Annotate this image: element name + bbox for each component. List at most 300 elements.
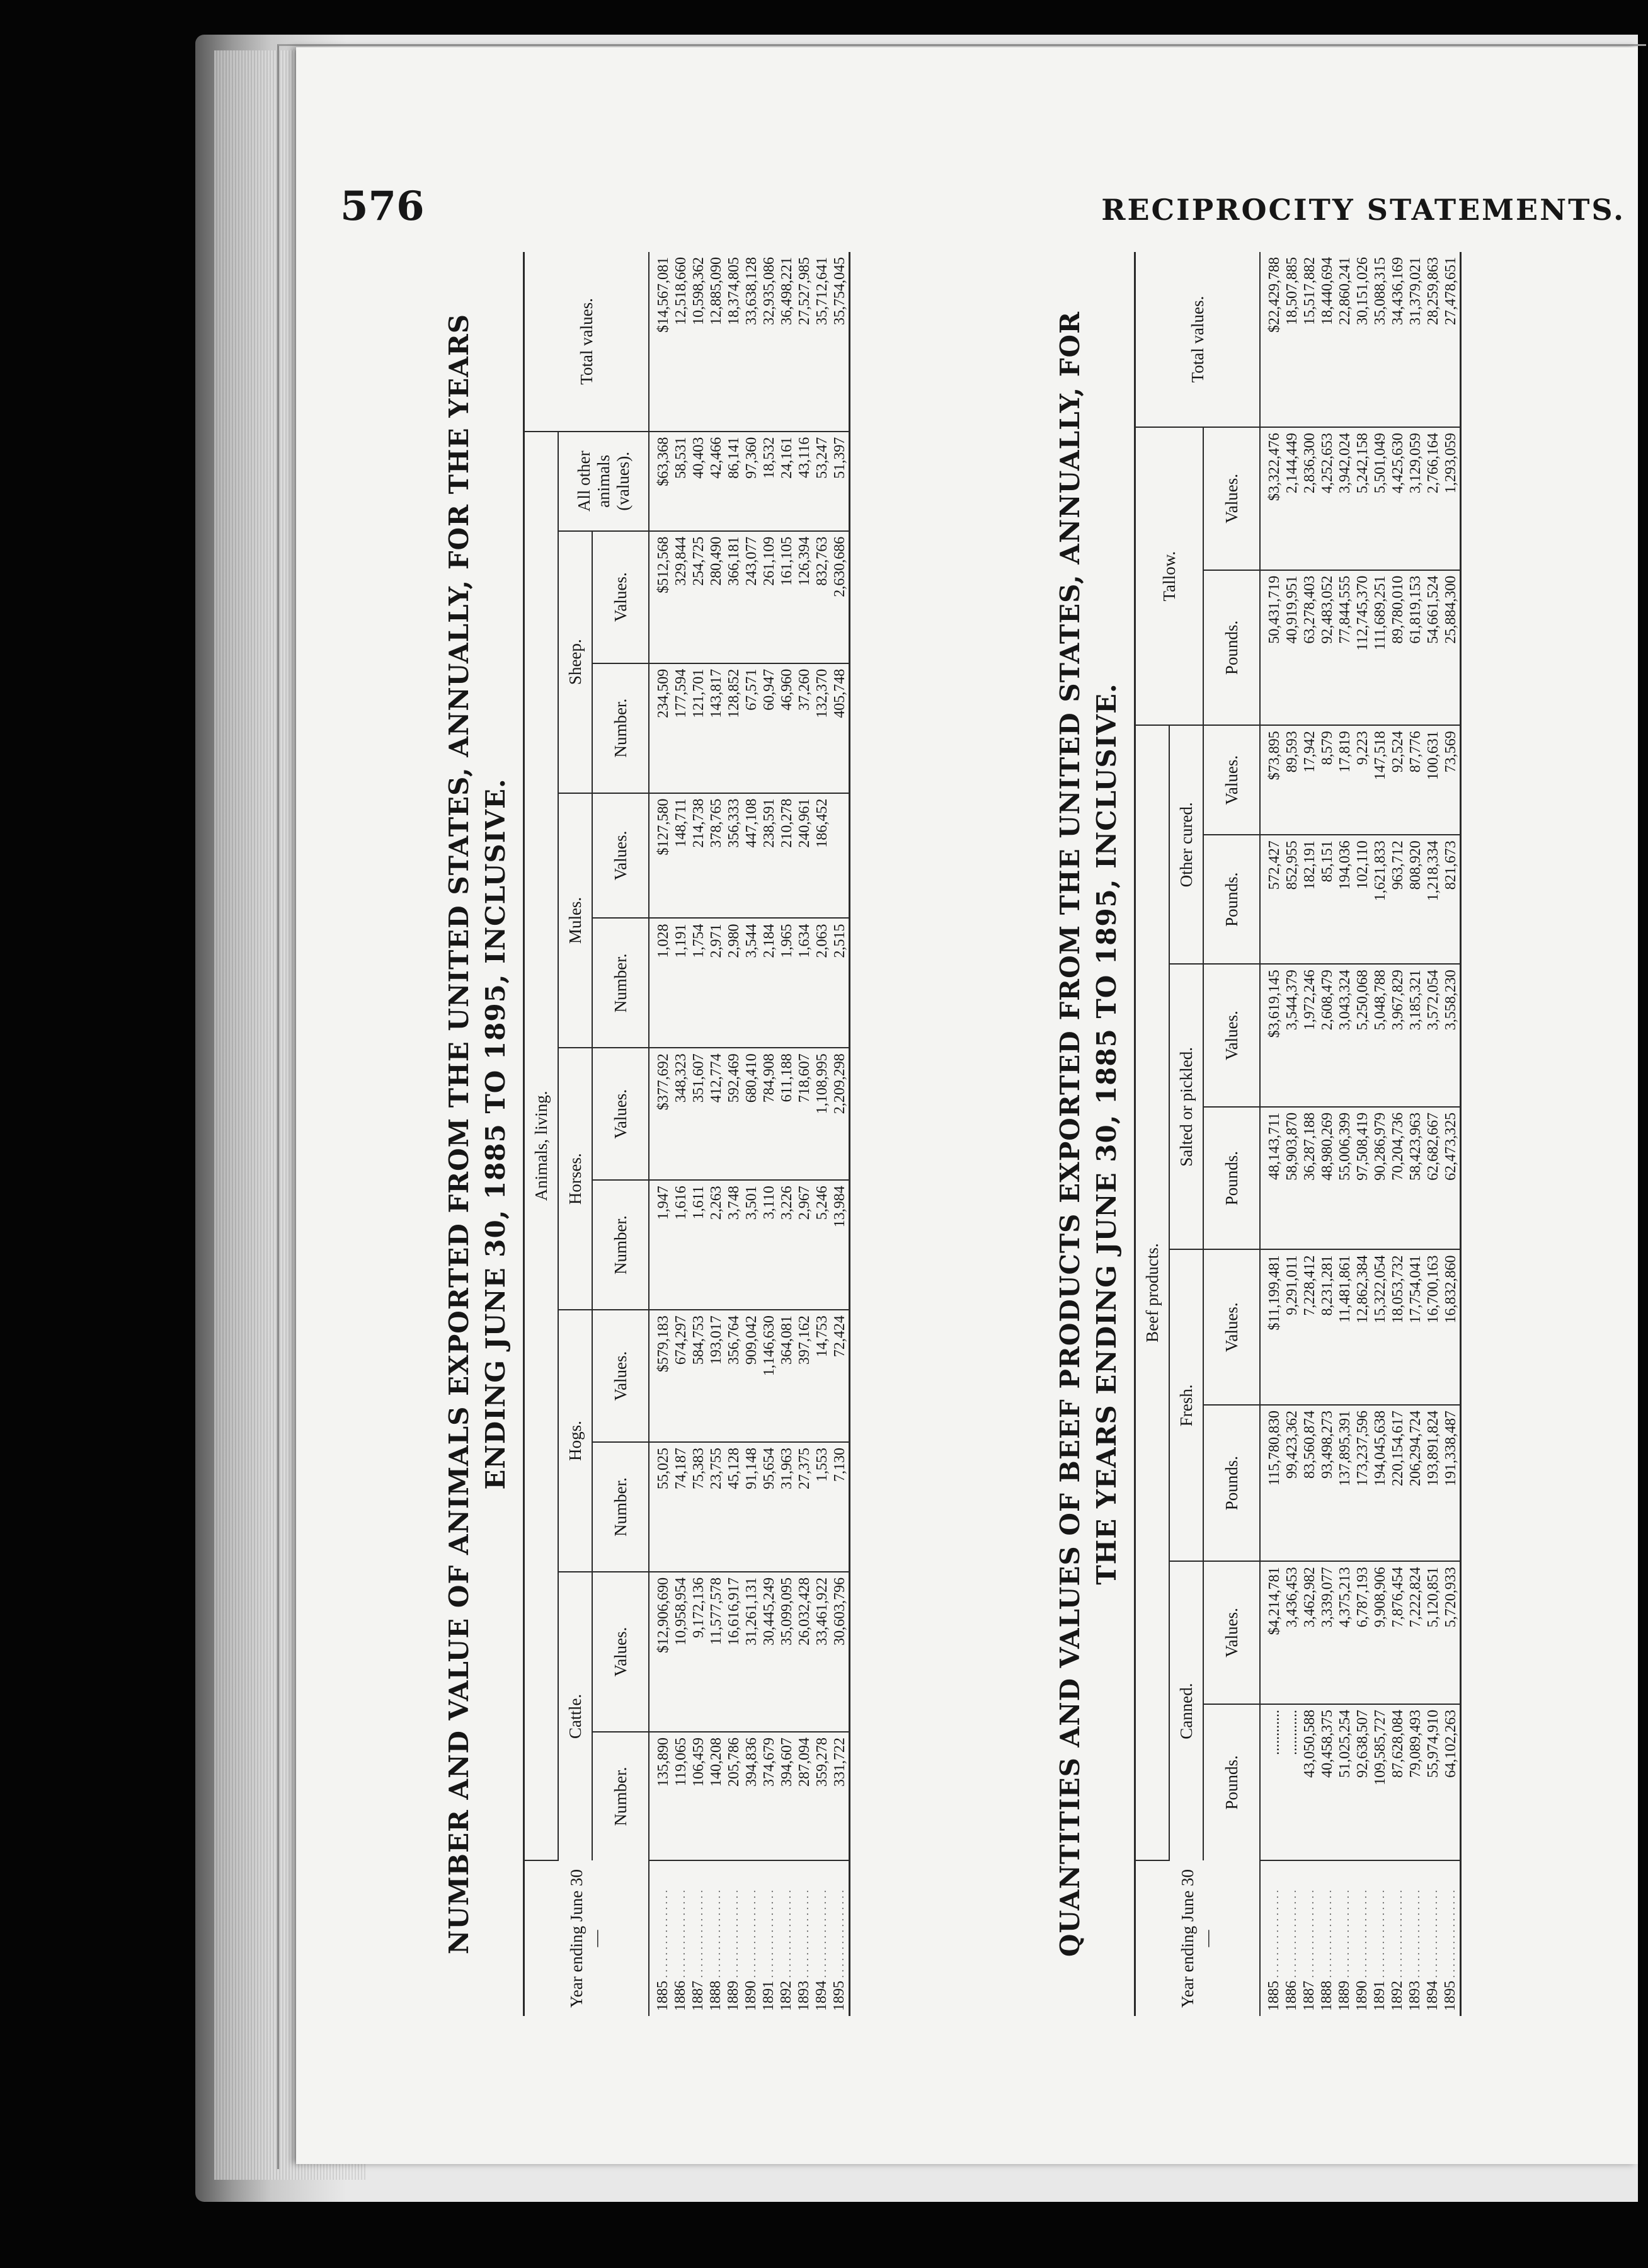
table-cell: 86,141 [725,432,743,531]
table-cell: 329,844 [672,531,690,663]
table-cell: 89,780,010 [1389,570,1407,726]
year-cell: 1890 . . . [743,1860,760,2016]
table-cell: 3,339,077 [1319,1561,1336,1704]
table-cell: 205,786 [725,1732,743,1860]
animals-table [523,252,850,2016]
table-cell: 10,598,362 [690,252,707,432]
table-cell: 16,700,163 [1424,1249,1442,1405]
table-cell: 11,481,861 [1336,1249,1354,1405]
col-header: Number. [592,918,649,1048]
table-cell: 2,980 [725,918,743,1048]
col-header: Pounds. [1203,1405,1260,1561]
table-cell: 61,819,153 [1407,570,1424,726]
table-row [1319,252,1336,2016]
year-cell: 1886 . . . [672,1860,690,2016]
rotated-content [441,252,1625,2016]
year-cell: 1891 . . . [760,1860,778,2016]
table-cell: 2,630,686 [831,531,850,663]
table-cell: 3,501 [743,1180,760,1310]
running-head: RECIPROCITY STATEMENTS. [1101,193,1625,227]
table-cell: 11,577,578 [707,1572,725,1732]
table-cell: 182,191 [1301,835,1319,964]
col-header: Values. [592,1310,649,1442]
table-cell: 718,607 [796,1048,813,1180]
table-cell: 8,231,281 [1319,1249,1336,1405]
table-cell: 4,375,213 [1336,1561,1354,1704]
table-row [796,252,813,2016]
table-cell: 1,611 [690,1180,707,1310]
table-cell: 17,754,041 [1407,1249,1424,1405]
table-cell: 99,423,362 [1283,1405,1301,1561]
table-cell: 15,517,882 [1301,252,1319,427]
table-cell: 1,028 [649,918,672,1048]
table-cell: 36,498,221 [778,252,796,432]
table-cell: 12,862,384 [1354,1249,1371,1405]
table-cell: 34,436,169 [1389,252,1407,427]
table-cell: $63,368 [649,432,672,531]
table-cell: 584,753 [690,1310,707,1442]
table-cell: $579,183 [649,1310,672,1442]
table-cell: 1,191 [672,918,690,1048]
table-cell: 261,109 [760,531,778,663]
animals-living-header: Animals, living. [524,432,559,1860]
table-cell: 412,774 [707,1048,725,1180]
other-animals-header: All other animals (values). [558,432,649,531]
table-cell: 27,527,985 [796,252,813,432]
col-header: Number. [592,1732,649,1860]
table-cell: 1,146,630 [760,1310,778,1442]
table-cell: 9,223 [1354,725,1371,835]
table-cell: $4,214,781 [1260,1561,1283,1704]
table-cell: 5,501,049 [1371,427,1389,570]
table-cell: 4,252,653 [1319,427,1336,570]
year-cell: 1893 . . . [1407,1860,1424,2016]
table-cell: 7,130 [831,1442,850,1572]
table-cell: 48,143,711 [1260,1107,1283,1250]
table-cell: 77,844,555 [1336,570,1354,726]
table-cell: 173,237,596 [1354,1405,1371,1561]
table-cell: 18,053,732 [1389,1249,1407,1405]
table-cell: $127,580 [649,793,672,919]
table-cell: 74,187 [672,1442,690,1572]
col-header: Values. [592,531,649,663]
table-cell: 27,375 [796,1442,813,1572]
table-cell: 2,209,298 [831,1048,850,1180]
table-cell: 14,753 [813,1310,831,1442]
table-cell: 16,832,860 [1442,1249,1461,1405]
table-cell: $12,906,690 [649,1572,672,1732]
year-cell: 1892 . . . [1389,1860,1407,2016]
table-cell: 73,569 [1442,725,1461,835]
year-cell: 1887 . . . [1301,1860,1319,2016]
beef-products-header: Beef products. [1135,725,1170,1860]
table-cell: 2,967 [796,1180,813,1310]
table-cell: 9,291,011 [1283,1249,1301,1405]
year-cell: 1895 . . . [831,1860,850,2016]
year-cell: 1895 . . . [1442,1860,1461,2016]
mules-header: Mules. [558,793,592,1048]
table-cell: 3,558,230 [1442,964,1461,1107]
year-header: Year ending June 30— [524,1860,649,2016]
table-cell: $14,567,081 [649,252,672,432]
table-cell: 5,048,788 [1371,964,1389,1107]
table-cell: $3,619,145 [1260,964,1283,1107]
table-cell: 2,608,479 [1319,964,1336,1107]
table-cell: 356,764 [725,1310,743,1442]
table-cell: 3,942,024 [1336,427,1354,570]
table-cell: 206,294,724 [1407,1405,1424,1561]
table-cell: 280,490 [707,531,725,663]
table-cell: 143,817 [707,663,725,793]
year-cell: 1894 . . . [813,1860,831,2016]
table-cell: 2,971 [707,918,725,1048]
table-row [672,252,690,2016]
table-cell: 35,099,095 [778,1572,796,1732]
table-cell: 91,148 [743,1442,760,1572]
table-cell: 351,607 [690,1048,707,1180]
beef-table-title: QUANTITIES AND VALUES OF BEEF PRODUCTS EXPORTED FROM THE UNITED STATES, ANNUALLY, FOR THE YEARS ENDING JUNE 30, 1885 TO 1895, INCLUSIVE. [1055,311,1122,1957]
table-cell: $512,568 [649,531,672,663]
total-values-header: Total values. [524,252,649,432]
table-cell: 24,161 [778,432,796,531]
table-cell: 3,967,829 [1389,964,1407,1107]
table-cell: 5,242,158 [1354,427,1371,570]
table-cell: 194,036 [1336,835,1354,964]
table-cell: 35,712,641 [813,252,831,432]
table-cell: 137,895,391 [1336,1405,1354,1561]
table-row [1283,252,1301,2016]
table-cell: 75,383 [690,1442,707,1572]
table-cell: 5,720,933 [1442,1561,1461,1704]
table-cell: 3,544,379 [1283,964,1301,1107]
table-cell: 25,884,300 [1442,570,1461,726]
table-row [1371,252,1389,2016]
table-cell: 832,763 [813,531,831,663]
table-cell: 42,466 [707,432,725,531]
table-cell: 87,776 [1407,725,1424,835]
table-row [1336,252,1354,2016]
tallow-header: Tallow. [1135,427,1204,725]
table-cell: 1,621,833 [1371,835,1389,964]
table-cell: 12,518,660 [672,252,690,432]
table-cell: 100,631 [1424,725,1442,835]
table-cell: 58,423,963 [1407,1107,1424,1250]
table-cell: 348,323 [672,1048,690,1180]
animals-table-title: NUMBER AND VALUE OF ANIMALS EXPORTED FROM THE UNITED STATES, ANNUALLY, FOR THE YEARS ENDING JUNE 30, 1885 TO 1895, INCLUSIVE. [443,313,511,1955]
table-cell: 359,278 [813,1732,831,1860]
table-cell: 366,181 [725,531,743,663]
table-cell: 13,984 [831,1180,850,1310]
table-cell: 394,836 [743,1732,760,1860]
table-cell: 35,754,045 [831,252,850,432]
table-cell: 1,965 [778,918,796,1048]
table-cell: 210,278 [778,793,796,919]
table-cell: 592,469 [725,1048,743,1180]
table-cell: 115,780,830 [1260,1405,1283,1561]
col-header: Pounds. [1203,570,1260,726]
table-row [1442,252,1461,2016]
table-cell: 808,920 [1407,835,1424,964]
year-cell: 1889 . . . [725,1860,743,2016]
table-cell: 48,980,269 [1319,1107,1336,1250]
table-cell: 3,129,059 [1407,427,1424,570]
table-cell: 177,594 [672,663,690,793]
table-cell: ............ [1260,1704,1283,1860]
table-cell: 70,204,736 [1389,1107,1407,1250]
table-cell: 1,108,995 [813,1048,831,1180]
table-cell: 3,436,453 [1283,1561,1301,1704]
table-cell: 121,701 [690,663,707,793]
table-cell: 374,679 [760,1732,778,1860]
table-cell: 27,478,651 [1442,252,1461,427]
table-cell: 1,972,246 [1301,964,1319,1107]
table-cell: 93,498,273 [1319,1405,1336,1561]
table-cell: 58,903,870 [1283,1107,1301,1250]
table-cell: 30,603,796 [831,1572,850,1732]
col-header: Values. [1203,1561,1260,1704]
table-cell: 106,459 [690,1732,707,1860]
table-cell: 674,297 [672,1310,690,1442]
table-cell: 30,151,026 [1354,252,1371,427]
beef-table-block [1052,252,1462,2016]
table-cell: 28,259,863 [1424,252,1442,427]
col-header: Values. [1203,1249,1260,1405]
table-cell: 40,458,375 [1319,1704,1336,1860]
table-cell: $73,895 [1260,725,1283,835]
table-cell: 572,427 [1260,835,1283,964]
table-cell: 18,507,885 [1283,252,1301,427]
table-cell: 51,397 [831,432,850,531]
table-cell [831,793,850,919]
table-cell: 22,860,241 [1336,252,1354,427]
table-cell: 128,852 [725,663,743,793]
table-cell: $22,429,788 [1260,252,1283,427]
col-header: Values. [592,793,649,919]
table-cell: 33,461,922 [813,1572,831,1732]
table-row [649,252,672,2016]
table-cell: 46,960 [778,663,796,793]
table-cell: 287,094 [796,1732,813,1860]
table-cell: 58,531 [672,432,690,531]
table-cell: 31,261,131 [743,1572,760,1732]
table-cell: 220,154,617 [1389,1405,1407,1561]
table-cell: 4,425,630 [1389,427,1407,570]
table-cell: 40,403 [690,432,707,531]
col-header: Number. [592,663,649,793]
table-row [1260,252,1283,2016]
table-cell: 3,185,321 [1407,964,1424,1107]
year-cell: 1894 . . . [1424,1860,1442,2016]
col-header: Values. [1203,427,1260,570]
year-cell: 1888 . . . [1319,1860,1336,2016]
table-cell: 53,247 [813,432,831,531]
year-cell: 1886 . . . [1283,1860,1301,2016]
table-cell: 109,585,727 [1371,1704,1389,1860]
table-cell: 3,544 [743,918,760,1048]
table-cell: 1,553 [813,1442,831,1572]
table-cell: 33,638,128 [743,252,760,432]
table-cell: 356,333 [725,793,743,919]
table-row [831,252,850,2016]
table-cell: 95,654 [760,1442,778,1572]
table-cell: 112,745,370 [1354,570,1371,726]
table-cell: 54,661,524 [1424,570,1442,726]
table-cell: 51,025,254 [1336,1704,1354,1860]
table-cell: 119,065 [672,1732,690,1860]
table-cell: 1,947 [649,1180,672,1310]
table-row [760,252,778,2016]
table-cell: 3,226 [778,1180,796,1310]
hogs-header: Hogs. [558,1310,592,1572]
table-row [1301,252,1319,2016]
table-cell: 331,722 [831,1732,850,1860]
fresh-header: Fresh. [1169,1249,1203,1561]
table-cell: 2,766,164 [1424,427,1442,570]
col-header: Values. [1203,725,1260,835]
table-row [1407,252,1424,2016]
col-header: Number. [592,1180,649,1310]
table-cell: 50,431,719 [1260,570,1283,726]
salted-header: Salted or pickled. [1169,964,1203,1249]
table-row [813,252,831,2016]
table-row [778,252,796,2016]
table-cell: 92,483,052 [1319,570,1336,726]
table-cell: 40,919,951 [1283,570,1301,726]
canned-header: Canned. [1169,1561,1203,1860]
table-cell: 26,032,428 [796,1572,813,1732]
table-cell: 364,081 [778,1310,796,1442]
table-cell: 37,260 [796,663,813,793]
table-cell: 194,045,638 [1371,1405,1389,1561]
table-cell: 1,218,334 [1424,835,1442,964]
beef-table-body [1260,252,1461,2016]
horses-header: Horses. [558,1048,592,1310]
table-cell: 132,370 [813,663,831,793]
table-cell: 23,755 [707,1442,725,1572]
animals-table-block [441,252,850,2016]
table-cell: 611,188 [778,1048,796,1180]
table-cell: 240,961 [796,793,813,919]
table-cell: 17,942 [1301,725,1319,835]
col-header: Values. [592,1572,649,1732]
table-cell: 55,974,910 [1424,1704,1442,1860]
table-cell: 79,089,493 [1407,1704,1424,1860]
table-cell: 18,532 [760,432,778,531]
table-cell: 43,116 [796,432,813,531]
table-cell: 63,278,403 [1301,570,1319,726]
table-cell: 3,748 [725,1180,743,1310]
table-cell: 85,151 [1319,835,1336,964]
table-cell: 31,963 [778,1442,796,1572]
table-cell: 62,473,325 [1442,1107,1461,1250]
table-cell: 1,754 [690,918,707,1048]
year-cell: 1885 . . . [649,1860,672,2016]
table-cell: 97,360 [743,432,760,531]
table-cell: 55,025 [649,1442,672,1572]
table-cell: 35,088,315 [1371,252,1389,427]
year-cell: 1887 . . . [690,1860,707,2016]
table-row [707,252,725,2016]
table-cell: 254,725 [690,531,707,663]
table-cell: 394,607 [778,1732,796,1860]
table-cell: 2,836,300 [1301,427,1319,570]
year-cell: 1892 . . . [778,1860,796,2016]
table-cell: 3,110 [760,1180,778,1310]
table-row [1354,252,1371,2016]
table-cell: 2,515 [831,918,850,1048]
table-cell: 378,765 [707,793,725,919]
col-header: Pounds. [1203,835,1260,964]
table-cell: 6,787,193 [1354,1561,1371,1704]
table-cell: 5,120,851 [1424,1561,1442,1704]
table-cell: 9,908,906 [1371,1561,1389,1704]
table-cell: 3,572,054 [1424,964,1442,1107]
table-cell: 87,628,084 [1389,1704,1407,1860]
table-cell: 234,509 [649,663,672,793]
year-cell: 1888 . . . [707,1860,725,2016]
table-cell: 191,338,487 [1442,1405,1461,1561]
table-cell: 18,374,805 [725,252,743,432]
table-cell: 909,042 [743,1310,760,1442]
table-cell: 92,524 [1389,725,1407,835]
table-cell: 12,885,090 [707,252,725,432]
table-row [690,252,707,2016]
table-cell: 161,105 [778,531,796,663]
table-cell: 5,250,068 [1354,964,1371,1107]
table-cell: 30,445,249 [760,1572,778,1732]
table-cell: 397,162 [796,1310,813,1442]
table-cell: 55,006,399 [1336,1107,1354,1250]
year-cell: 1885 . . . [1260,1860,1283,2016]
table-cell: 7,222,824 [1407,1561,1424,1704]
col-header: Values. [592,1048,649,1180]
table-cell: 45,128 [725,1442,743,1572]
table-cell: 7,876,454 [1389,1561,1407,1704]
table-cell: 3,462,982 [1301,1561,1319,1704]
table-cell: 17,819 [1336,725,1354,835]
table-cell: 36,287,188 [1301,1107,1319,1250]
table-row [725,252,743,2016]
table-row [1424,252,1442,2016]
table-cell: 89,593 [1283,725,1301,835]
table-cell: 111,689,251 [1371,570,1389,726]
col-header: Number. [592,1442,649,1572]
year-header: Year ending June 30— [1135,1860,1261,2016]
table-cell: 147,518 [1371,725,1389,835]
table-cell: 83,560,874 [1301,1405,1319,1561]
year-cell: 1893 . . . [796,1860,813,2016]
table-cell: 135,890 [649,1732,672,1860]
table-cell: 447,108 [743,793,760,919]
table-cell: 16,616,917 [725,1572,743,1732]
table-cell: 238,591 [760,793,778,919]
table-cell: 2,063 [813,918,831,1048]
table-cell: 243,077 [743,531,760,663]
table-cell: 2,184 [760,918,778,1048]
table-cell: 821,673 [1442,835,1461,964]
col-header: Values. [1203,964,1260,1107]
table-cell: 62,682,667 [1424,1107,1442,1250]
table-cell: 1,634 [796,918,813,1048]
table-cell: 148,711 [672,793,690,919]
table-cell: 140,208 [707,1732,725,1860]
table-cell: 3,043,324 [1336,964,1354,1107]
table-cell: 852,955 [1283,835,1301,964]
table-cell: 18,440,694 [1319,252,1336,427]
table-cell: 193,891,824 [1424,1405,1442,1561]
year-cell: 1891 . . . [1371,1860,1389,2016]
cattle-header: Cattle. [558,1572,592,1860]
